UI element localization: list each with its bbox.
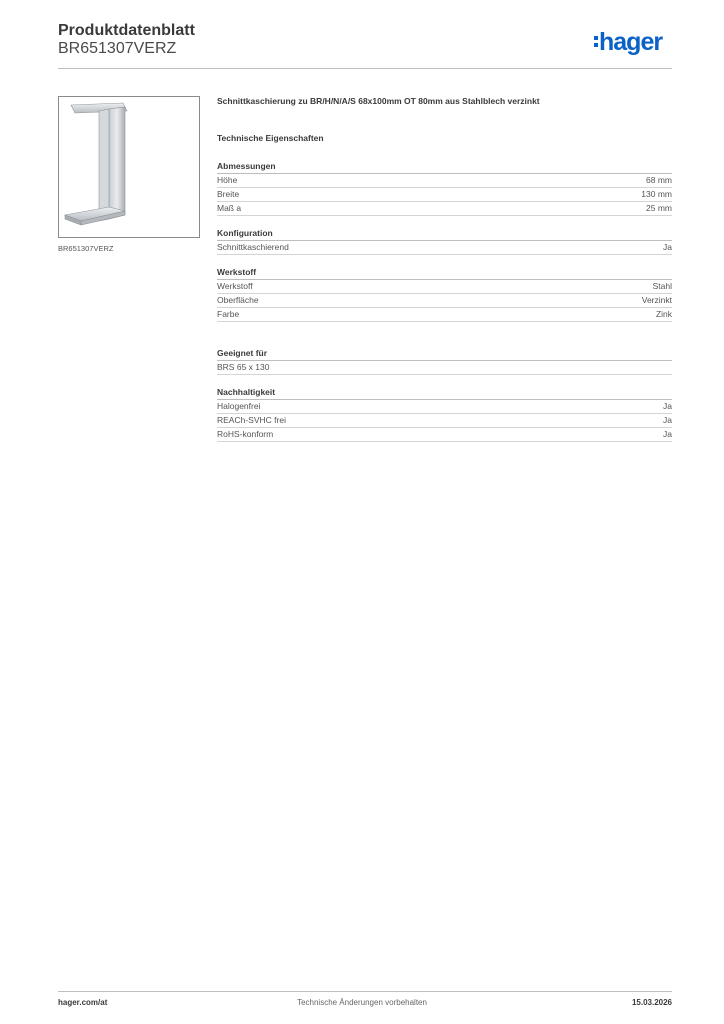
footer-divider: [58, 991, 672, 992]
row-value: Verzinkt: [641, 295, 672, 305]
product-details: [217, 96, 672, 452]
section-title: Abmessungen: [217, 159, 672, 174]
page-subtitle: BR651307VERZ: [58, 40, 177, 57]
table-row: [217, 280, 672, 294]
table-row: [217, 188, 672, 202]
row-label: REACh-SVHC frei: [217, 415, 286, 425]
section-konfiguration: [217, 226, 672, 255]
row-label: BRS 65 x 130: [217, 362, 270, 372]
row-label: RoHS-konform: [217, 429, 274, 439]
logo-text: hager: [599, 28, 663, 56]
section-title: Nachhaltigkeit: [217, 385, 672, 400]
row-value: Ja: [663, 415, 672, 425]
row-label: Farbe: [217, 309, 240, 319]
table-row: [217, 428, 672, 442]
table-row: [217, 400, 672, 414]
row-label: Halogenfrei: [217, 401, 261, 411]
section-title: Konfiguration: [217, 226, 672, 241]
row-value: Stahl: [652, 281, 672, 291]
row-value: 68 mm: [646, 175, 672, 185]
row-label: Maß a: [217, 203, 242, 213]
row-value: Ja: [663, 242, 672, 252]
section-title: Werkstoff: [217, 265, 672, 280]
table-row: [217, 241, 672, 255]
table-row: [217, 414, 672, 428]
row-value: Ja: [663, 429, 672, 439]
table-row: [217, 361, 672, 375]
row-label: Werkstoff: [217, 281, 253, 291]
logo-dots-icon: [594, 33, 598, 50]
row-label: Oberfläche: [217, 295, 259, 305]
row-value: Ja: [663, 401, 672, 411]
row-value: Zink: [655, 309, 672, 319]
table-row: [217, 308, 672, 322]
row-label: Höhe: [217, 175, 238, 185]
section-geeignet-fuer: [217, 346, 672, 375]
hager-logo[interactable]: [594, 28, 662, 57]
product-image-caption: BR651307VERZ: [58, 244, 114, 253]
bracket-product-icon: [59, 97, 199, 237]
table-row: [217, 202, 672, 216]
product-description: Schnittkaschierung zu BR/H/N/A/S 68x100mm OT 80mm aus Stahlblech verzinkt: [217, 96, 540, 106]
section-nachhaltigkeit: [217, 385, 672, 442]
section-abmessungen: [217, 159, 672, 216]
row-label: Schnittkaschierend: [217, 242, 289, 252]
row-label: Breite: [217, 189, 240, 199]
product-image-frame: [58, 96, 200, 238]
page-title: Produktdatenblatt: [58, 22, 195, 39]
table-row: [217, 174, 672, 188]
section-werkstoff: [217, 265, 672, 322]
row-value: 130 mm: [641, 189, 672, 199]
footer-date: 15.03.2026: [631, 998, 672, 1007]
technical-properties-title: Technische Eigenschaften: [217, 133, 324, 143]
footer-notice: Technische Änderungen vorbehalten: [297, 998, 427, 1007]
section-title: Geeignet für: [217, 346, 672, 361]
table-row: [217, 294, 672, 308]
footer-website-link[interactable]: hager.com/at: [58, 998, 108, 1007]
header-divider: [58, 68, 672, 69]
row-value: 25 mm: [646, 203, 672, 213]
